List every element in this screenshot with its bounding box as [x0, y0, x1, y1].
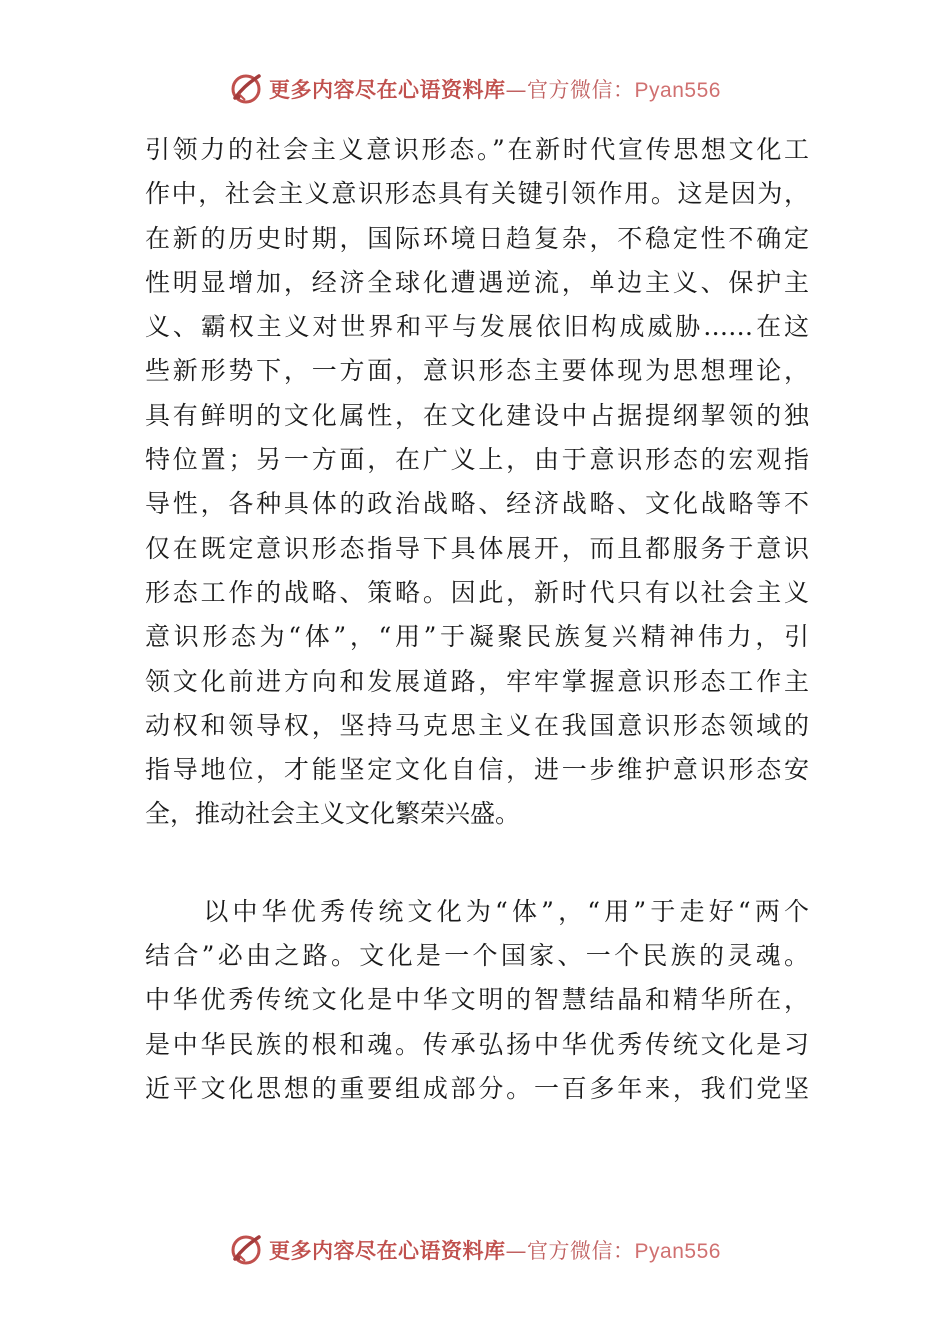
- text-line: 指导地位，才能坚定文化自信，进一步维护意识形态安: [145, 755, 809, 785]
- watermark-wechat-id: Pyan556: [634, 1240, 721, 1263]
- text-line: 结合”必由之路。文化是一个国家、一个民族的灵魂。: [145, 941, 809, 971]
- text-line: 意识形态为“体”，“用”于凝聚民族复兴精神伟力，引: [145, 622, 809, 652]
- text-line: 性明显增加，经济全球化遭遇逆流，单边主义、保护主: [145, 267, 809, 297]
- text-line: 仅在既定意识形态指导下具体展开，而且都服务于意识: [145, 533, 809, 563]
- brush-logo-icon: [229, 1233, 263, 1267]
- text-line: 近平文化思想的重要组成部分。一百多年来，我们党坚: [145, 1073, 809, 1103]
- watermark-main: 更多内容尽在心语资料库: [269, 1239, 506, 1263]
- text-line: 形态工作的战略、策略。因此，新时代只有以社会主义: [145, 577, 809, 607]
- watermark-separator: —: [505, 78, 528, 102]
- text-line: 具有鲜明的文化属性，在文化建设中占据提纲挈领的独: [145, 400, 809, 430]
- text-line: 导性，各种具体的政治战略、经济战略、文化战略等不: [145, 489, 809, 519]
- watermark-wechat-label: 官方微信：: [527, 1239, 635, 1263]
- text-line: 以中华优秀传统文化为“体”，“用”于走好“两个: [145, 896, 809, 926]
- header-watermark: [0, 72, 950, 106]
- watermark-text: [269, 74, 721, 104]
- brush-logo-icon: [229, 72, 263, 106]
- footer-watermark: [0, 1233, 950, 1267]
- text-line: 全，推动社会主义文化繁荣兴盛。: [145, 799, 521, 829]
- watermark-wechat-id: Pyan556: [634, 79, 721, 102]
- text-line: 作中，社会主义意识形态具有关键引领作用。这是因为，: [145, 179, 809, 209]
- watermark-wechat-label: 官方微信：: [527, 78, 635, 102]
- paragraph-1: [145, 128, 809, 837]
- text-line: 义、霸权主义对世界和平与发展依旧构成威胁……在这: [145, 312, 809, 342]
- watermark-separator: —: [505, 1239, 528, 1263]
- paragraph-2: [145, 890, 809, 1111]
- document-body: [145, 128, 809, 1111]
- text-line: 是中华民族的根和魂。传承弘扬中华优秀传统文化是习: [145, 1029, 809, 1059]
- watermark-text: [269, 1235, 721, 1265]
- watermark-main: 更多内容尽在心语资料库: [269, 78, 506, 102]
- text-line: 中华优秀传统文化是中华文明的智慧结晶和精华所在，: [145, 985, 809, 1015]
- text-line: 引领力的社会主义意识形态。”在新时代宣传思想文化工: [145, 135, 809, 164]
- text-line: 领文化前进方向和发展道路，牢牢掌握意识形态工作主: [145, 666, 809, 696]
- text-line: 动权和领导权，坚持马克思主义在我国意识形态领域的: [145, 710, 809, 740]
- text-line: 特位置；另一方面，在广义上，由于意识形态的宏观指: [145, 445, 809, 475]
- text-line: 些新形势下，一方面，意识形态主要体现为思想理论，: [145, 356, 809, 386]
- text-line: 在新的历史时期，国际环境日趋复杂，不稳定性不确定: [145, 223, 809, 253]
